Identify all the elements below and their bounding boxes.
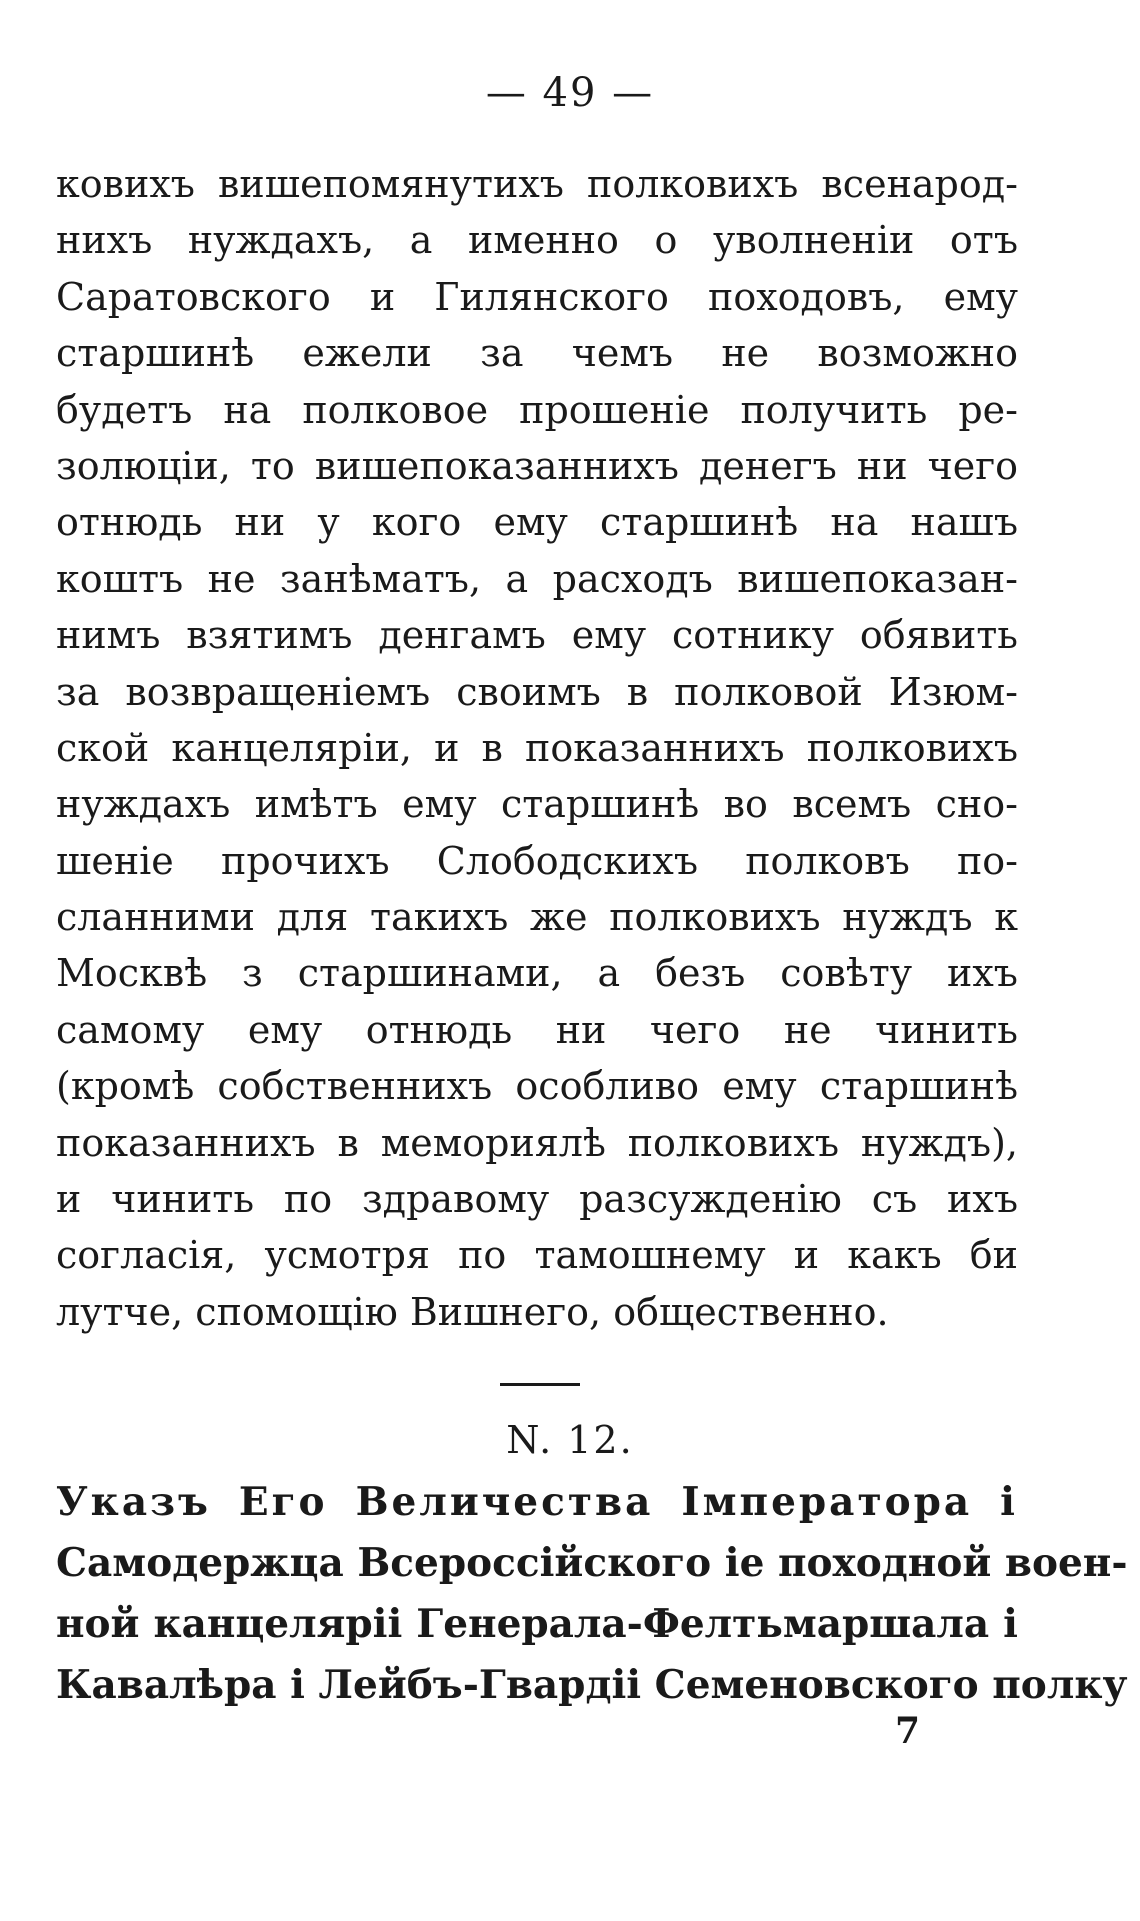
body-text [56,156,1018,1340]
text-line: нихъ нуждахъ, а именно о уволненіи отъ [56,218,1018,263]
document-number: N. 12. [506,1418,634,1462]
text-line: ской канцеляріи, и в показаннихъ полковихъ [56,725,1018,770]
text-line: нимъ взятимъ денгамъ ему сотнику обявить [56,613,1018,658]
text-line: нуждахъ имѣтъ ему старшинѣ во всемъ сно- [56,782,1018,827]
text-line: ковихъ вишепомянутихъ полковихъ всенарод- [56,162,1018,206]
text-line-last: лутче, спомощію Вишнего, общественно. [56,1289,889,1334]
text-line: коштъ не занѣматъ, а расходъ вишепоказан- [56,556,1018,601]
text-line: Москвѣ з старшинами, а безъ совѣту ихъ [56,951,1018,996]
section-divider [500,1383,580,1386]
signature-mark: 7 [895,1710,921,1752]
text-line: шеніе прочихъ Слободскихъ полковъ по- [56,838,1018,883]
text-line: золюціи, то вишепоказаннихъ денегъ ни чего [56,443,1018,488]
heading-line: ной канцеляріі Генерала-Фелтьмаршала і [56,1601,1018,1647]
heading-line: Кавалѣра і Лейбъ-Гвардіі Семеновского полку [56,1662,1128,1708]
text-line: (кромѣ собственнихъ особливо ему старшинѣ [56,1064,1018,1109]
heading-line: Самодержца Всероссійского іе походной воен- [56,1540,1128,1586]
text-line: за возвращеніемъ своимъ в полковой Изюм- [56,669,1018,714]
text-line: согласія, усмотря по тамошнему и какъ би [56,1233,1018,1278]
text-line: и чинить по здравому разсужденію съ ихъ [56,1177,1018,1222]
document-heading [56,1472,1128,1716]
text-line: показаннихъ в мемориялѣ полковихъ нуждъ), [56,1120,1018,1165]
text-line: отнюдь ни у кого ему старшинѣ на нашъ [56,500,1018,545]
text-line: самому ему отнюдь ни чего не чинить [56,1007,1018,1052]
page-number: — 49 — [485,70,655,116]
text-line: будетъ на полковое прошеніе получить ре- [56,387,1018,432]
text-line: сланними для такихъ же полковихъ нуждъ к [56,895,1018,940]
heading-line: Указъ Его Величества Імператора і [56,1479,1018,1525]
text-line: старшинѣ ежели за чемъ не возможно [56,331,1018,376]
text-line: Саратовского и Гилянского походовъ, ему [56,274,1018,319]
